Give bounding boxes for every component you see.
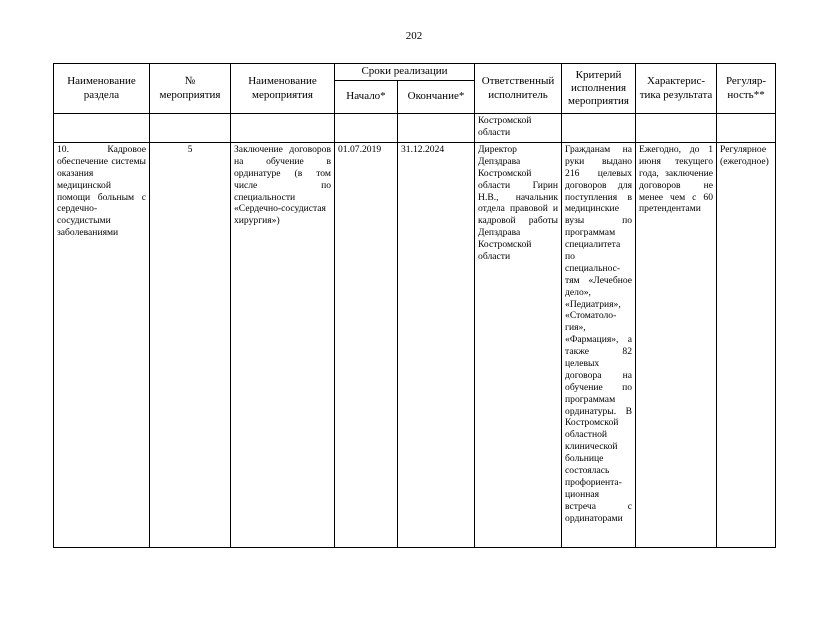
cell-section: 10. Кадровое обеспечение системы оказания медицинской помощи больным с сердечно-сосудистыми заболеваниями: [54, 143, 150, 548]
header-section-name: Наименование раздела: [54, 64, 150, 114]
header-action-name: Наименование мероприятия: [231, 64, 335, 114]
page-number: 202: [405, 30, 423, 42]
cell-executor-continuation: Костромской области: [475, 114, 562, 143]
header-end: Окончание*: [398, 81, 475, 114]
cell-end-date: 31.12.2024: [398, 143, 475, 548]
table-row: [54, 143, 776, 548]
header-start: Начало*: [335, 81, 398, 114]
header-regularity: Регуляр-ность**: [717, 64, 776, 114]
header-executor: Ответственный исполнитель: [475, 64, 562, 114]
cell-regularity: Регулярное (ежегодное): [717, 143, 776, 548]
cell-start-date: 01.07.2019: [335, 143, 398, 548]
cell-result: Ежегодно, до 1 июня текущего года, заключение договоров не менее чем с 60 претендентами: [636, 143, 717, 548]
header-criterion: Критерий исполнения мероприятия: [562, 64, 636, 114]
cell-action-name: Заключение договоров на обучение в ординатуре (в том числе по специальности «Сердечно-сосудистая хирургия»): [231, 143, 335, 548]
header-terms: Сроки реализации: [335, 64, 475, 81]
action-plan-table: [53, 63, 776, 548]
header-action-number: № мероприятия: [150, 64, 231, 114]
header-result: Характерис-тика результата: [636, 64, 717, 114]
continuation-row: [54, 114, 776, 143]
cell-executor: Директор Депздрава Костромской области Гирин Н.В., начальник отдела правовой и кадровой работы Депздрава Костромской области: [475, 143, 562, 548]
cell-number: 5: [150, 143, 231, 548]
cell-criterion: Гражданам на руки выдано 216 целевых договоров для поступления в медицинские вузы по программам специалитета по специальнос-тям «Лечебное дело», «Педиатрия», «Стоматоло-гия», «Фармация», а также 82 целевых договора на обучение по программам ординатуры. В Костромской областной клинической больнице состоялась профориента-ционная встреча с ординаторами: [562, 143, 636, 548]
